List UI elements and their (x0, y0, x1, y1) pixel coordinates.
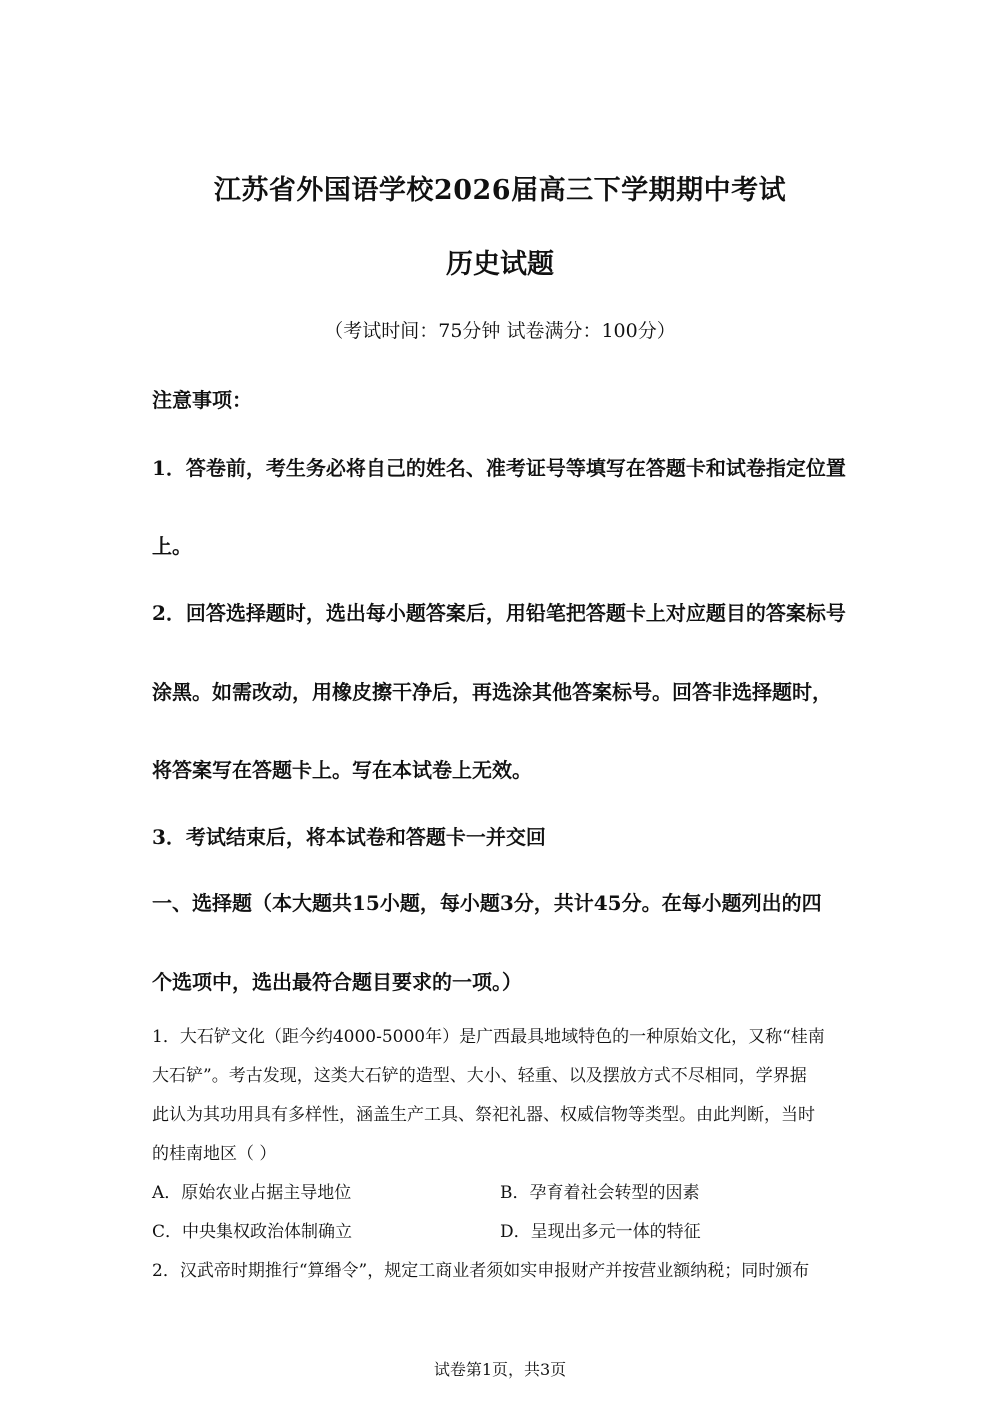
subject-title: 历史试题 (446, 249, 554, 280)
section-heading-line-1: 一、选择题（本大题共15小题，每小题3分，共计45分。在每小题列出的四 (152, 891, 822, 915)
question-1-line-1: 1．大石铲文化（距今约4000-5000年）是广西最具地域特色的一种原始文化，又称“桂南 (152, 1027, 825, 1047)
notice-item-1-line-1: 1．答卷前，考生务必将自己的姓名、准考证号等填写在答题卡和试卷指定位置 (152, 456, 846, 480)
exam-info: （考试时间：75分钟 试卷满分：100分） (324, 320, 676, 342)
question-1-option-b: B．孕育着社会转型的因素 (500, 1183, 700, 1203)
notice-item-1-line-2: 上。 (152, 534, 192, 558)
question-1-line-3: 此认为其功用具有多样性，涵盖生产工具、祭祀礼器、权威信物等类型。由此判断，当时 (152, 1105, 815, 1125)
question-1-option-c: C．中央集权政治体制确立 (152, 1222, 353, 1242)
notice-item-3: 3．考试结束后，将本试卷和答题卡一并交回 (152, 825, 546, 849)
section-heading-line-2: 个选项中，选出最符合题目要求的一项。） (152, 970, 522, 994)
question-1-option-d: D．呈现出多元一体的特征 (500, 1222, 701, 1242)
question-1-line-4: 的桂南地区（ ） (152, 1144, 277, 1164)
notice-item-2-line-3: 将答案写在答题卡上。写在本试卷上无效。 (152, 758, 532, 782)
notice-heading: 注意事项： (152, 388, 252, 412)
notice-item-2-line-1: 2．回答选择题时，选出每小题答案后，用铅笔把答题卡上对应题目的答案标号 (152, 601, 846, 625)
page-footer: 试卷第1页，共3页 (433, 1360, 567, 1379)
notice-item-2-line-2: 涂黑。如需改动，用橡皮擦干净后，再选涂其他答案标号。回答非选择题时， (152, 680, 832, 704)
question-1-line-2: 大石铲”。考古发现，这类大石铲的造型、大小、轻重、以及摆放方式不尽相同，学界据 (152, 1066, 807, 1086)
question-1-option-a: A．原始农业占据主导地位 (152, 1183, 352, 1203)
question-2-line-1: 2．汉武帝时期推行“算缗令”，规定工商业者须如实申报财产并按营业额纳税；同时颁布 (152, 1261, 810, 1281)
exam-title: 江苏省外国语学校2026届高三下学期期中考试 (213, 175, 787, 206)
